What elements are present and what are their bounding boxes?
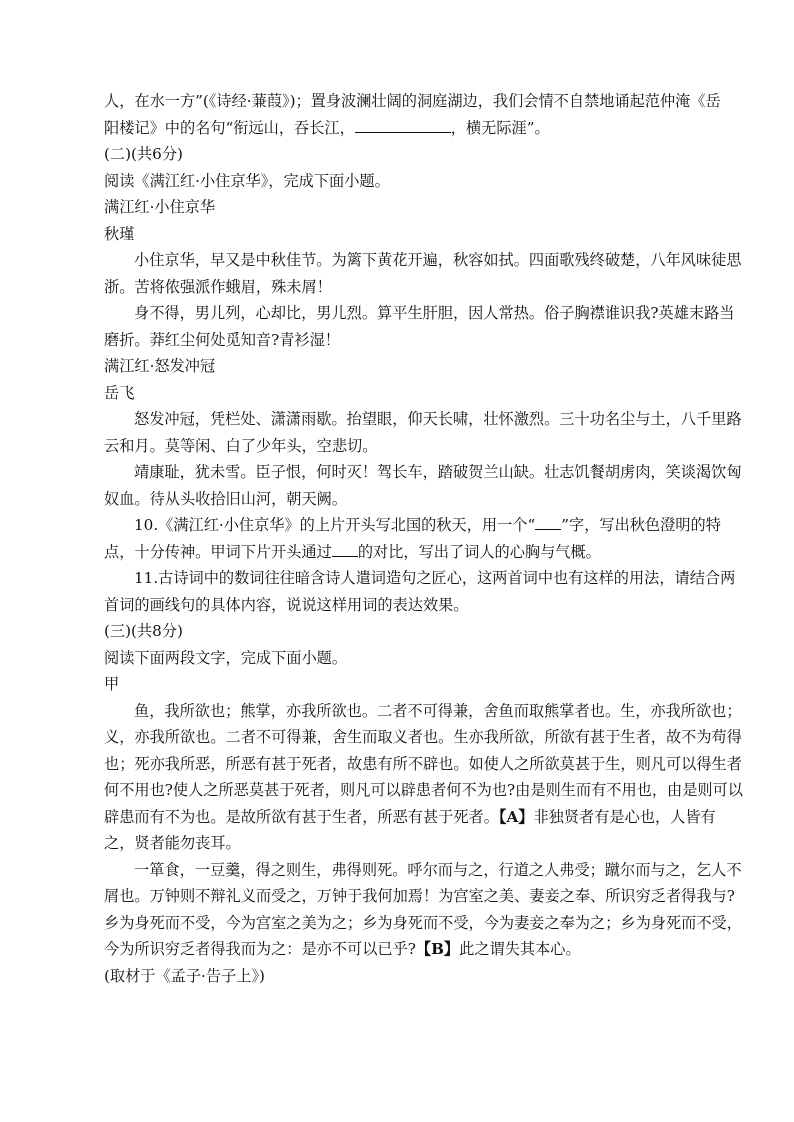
fill-blank[interactable] xyxy=(535,515,561,530)
passage-line: 义，亦我所欲也。二者不可得兼，舍生而取义者也。生亦我所欲，所欲有甚于生者，故不为苟得 xyxy=(104,728,742,746)
passage-line: 一箪食，一豆羹，得之则生，弗得则死。呼尔而与之，行道之人弗受；蹴尔而与之，乞人不 xyxy=(134,860,742,879)
poem-line: 磨折。莽红尘何处觅知音?青衫湿！ xyxy=(104,330,340,349)
fill-blank[interactable] xyxy=(332,542,358,557)
document-page xyxy=(104,88,743,989)
marker-b: 【B】 xyxy=(415,940,460,958)
poem-line: 云和月。莫等闲、白了少年头，空悲切。 xyxy=(104,436,378,455)
passage-line: 之，贤者能勿丧耳。 xyxy=(104,834,241,852)
text-line: 人，在水一方”(《诗经·蒹葭》)；置身波澜壮阔的洞庭湖边，我们会情不自禁地诵起范仲淹《岳 xyxy=(104,92,721,110)
passage-line: 何不用也?使人之所恶莫甚于死者，则凡可以辟患者何不为也?由是则生而有不用也，由是则可以 xyxy=(104,781,743,799)
section-heading: (二)(共6分) xyxy=(104,145,183,163)
question-11: 11.古诗词中的数词往往暗含诗人遣词造句之匠心，这两首词中也有这样的用法，请结合两 xyxy=(134,569,736,587)
source-note: (取材于《孟子·告子上》) xyxy=(104,966,265,985)
passage-line: 辟患而有不为也。是故所欲有甚于生者，所恶有甚于死者。【A】非独贤者有是心也，人皆有 xyxy=(104,807,716,826)
poem-author: 秋瑾 xyxy=(104,224,135,243)
passage-line: 也；死亦我所恶，所恶有甚于死者，故患有所不辟也。如使人之所欲莫甚于生，则凡可以得生者 xyxy=(104,754,742,773)
section-heading: (三)(共8分) xyxy=(104,622,183,640)
poem-author: 岳飞 xyxy=(104,383,135,402)
marker-a: 【A】 xyxy=(498,807,534,826)
question-10: 10.《满江红·小住京华》的上片开头写北国的秋天，用一个“ ”字，写出秋色澄明的特 xyxy=(134,516,721,534)
poem-line: 怒发冲冠，凭栏处、潇潇雨歇。抬望眼，仰天长啸，壮怀激烈。三十功名尘与土，八千里路 xyxy=(134,410,742,428)
poem-line: 身不得，男儿列，心却比，男儿烈。算平生肝胆，因人常热。俗子胸襟谁识我?英雄末路当 xyxy=(134,304,735,322)
passage-line: 今为所识穷乏者得我而为之：是亦不可以已乎?【B】此之谓失其本心。 xyxy=(104,940,581,958)
passage-line: 屑也。万钟则不辩礼义而受之，万钟于我何加焉！为宫室之美、妻妾之奉、所识穷乏者得我与? xyxy=(104,887,735,905)
instruction: 阅读下面两段文字，完成下面小题。 xyxy=(104,648,347,667)
poem-line: 奴血。待从头收拾旧山河，朝天阙。 xyxy=(104,489,347,508)
passage-label: 甲 xyxy=(104,675,120,693)
poem-line: 小住京华，早又是中秋佳节。为篱下黄花开遍，秋容如拭。四面歌残终破楚，八年风味徒思 xyxy=(134,251,742,269)
poem-title: 满江红·怒发冲冠 xyxy=(104,357,216,375)
poem-line: 靖康耻，犹未雪。臣子恨，何时灭！驾长车，踏破贺兰山缺。壮志饥餐胡虏肉，笑谈渴饮匈 xyxy=(134,463,742,481)
question-11-cont: 首词的画线句的具体内容，说说这样用词的表达效果。 xyxy=(104,595,469,614)
text-line: 阳楼记》中的名句“衔远山，吞长江， ，横无际涯”。 xyxy=(104,118,550,137)
poem-line: 浙。苦将侬强派作蛾眉，殊未屑！ xyxy=(104,277,332,296)
instruction: 阅读《满江红·小住京华》，完成下面小题。 xyxy=(104,171,390,190)
question-10-cont: 点，十分传神。甲词下片开头通过 的对比，写出了词人的心胸与气概。 xyxy=(104,542,601,561)
passage-line: 鱼，我所欲也；熊掌，亦我所欲也。二者不可得兼，舍鱼而取熊掌者也。生，亦我所欲也； xyxy=(134,701,742,720)
poem-title: 满江红·小住京华 xyxy=(104,198,216,216)
fill-blank[interactable] xyxy=(355,118,451,133)
passage-line: 乡为身死而不受，今为宫室之美为之；乡为身死而不受，今为妻妾之奉为之；乡为身死而不受， xyxy=(104,913,742,932)
